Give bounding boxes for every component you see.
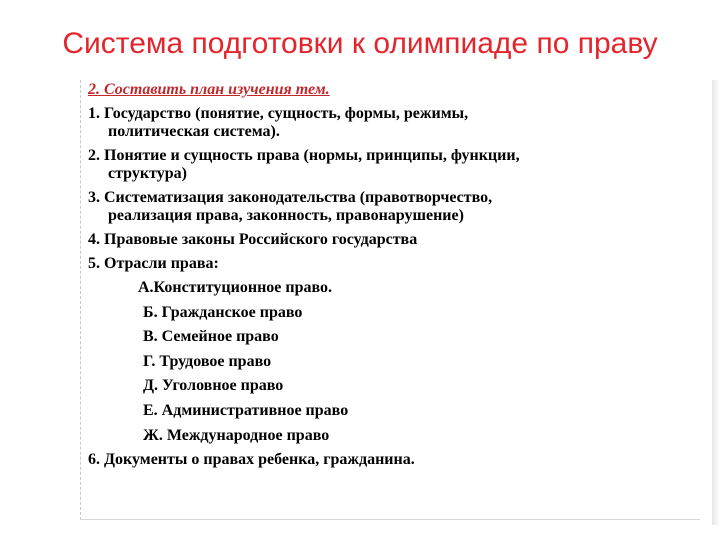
law-branch-item: Б. Гражданское право	[143, 303, 303, 321]
frame-shadow	[712, 80, 720, 525]
plan-item	[88, 147, 698, 183]
plan-item-text: 4. Правовые законы Российского государства	[88, 231, 418, 248]
plan-item-text: 1. Государство (понятие, сущность, формы, режимы,	[88, 105, 469, 122]
plan-heading: 2. Составить план изучения тем.	[88, 81, 330, 98]
law-branch-item: Г. Трудовое право	[143, 352, 272, 370]
frame-bottom-divider	[80, 519, 700, 520]
law-branch-item: Д. Уголовное право	[143, 377, 284, 395]
slide-title: Система подготовки к олимпиаде по праву	[62, 27, 658, 60]
plan-item-text: 2. Понятие и сущность права (нормы, принципы, функции,	[88, 147, 520, 164]
law-branch-item: В. Семейное право	[143, 328, 279, 346]
plan-item	[88, 105, 698, 141]
law-branch-item: Е. Административное право	[143, 401, 349, 419]
plan-item	[88, 189, 698, 225]
law-branch-item: А.Конституционное право.	[138, 279, 333, 296]
plan-item-continuation: реализация права, законность, правонарушение)	[108, 207, 464, 224]
plan-item-continuation: структура)	[108, 165, 187, 182]
plan-item	[88, 255, 698, 273]
plan-list	[88, 81, 698, 475]
plan-item-text: 5. Отрасли права:	[88, 255, 219, 272]
law-branch-item: Ж. Международное право	[143, 426, 330, 444]
plan-item-text: 3. Систематизация законодательства (правотворчество,	[88, 189, 493, 206]
frame-left-divider	[80, 80, 81, 520]
plan-item-continuation: политическая система).	[108, 123, 280, 140]
plan-item	[88, 231, 698, 249]
plan-item-final: 6. Документы о правах ребенка, гражданина.	[88, 451, 415, 469]
